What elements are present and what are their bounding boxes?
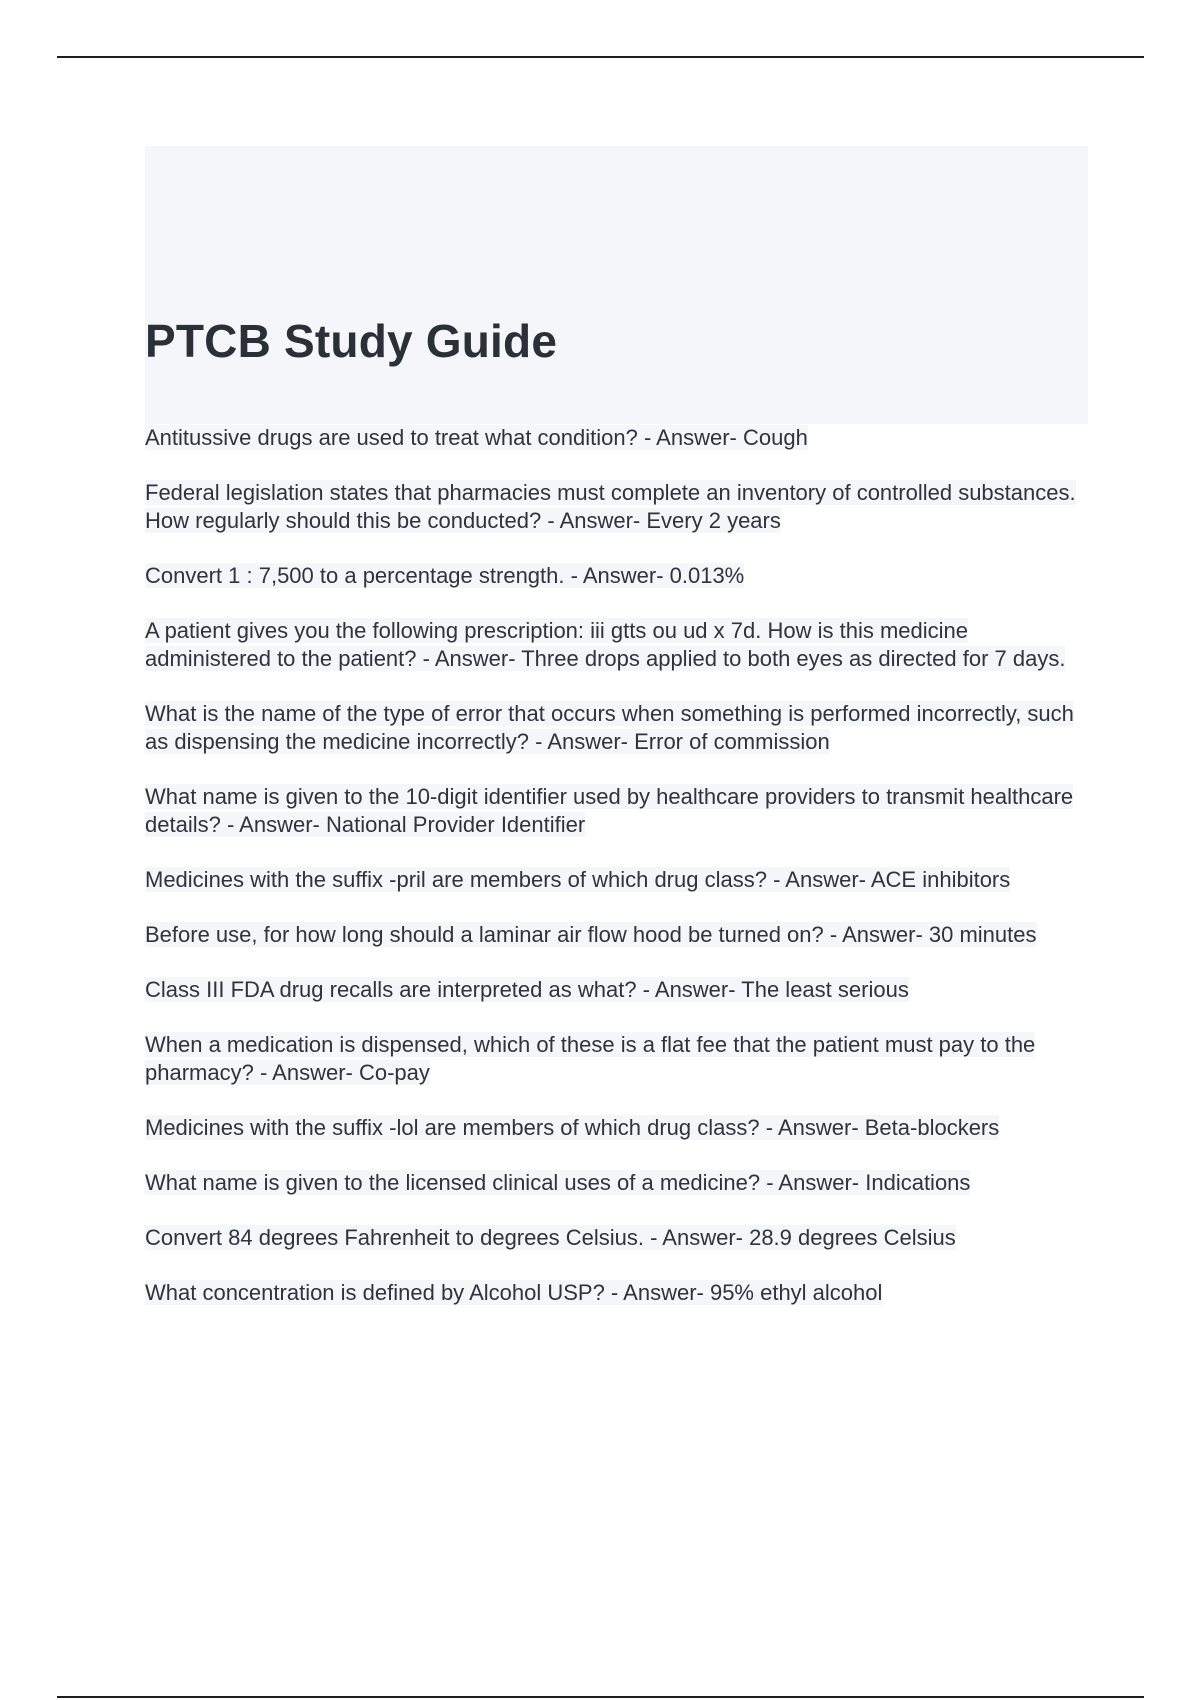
qa-item (145, 783, 1090, 839)
qa-text: What name is given to the 10-digit identifier used by healthcare providers to transmit healthcare details? - Answer- National Provider Identifier (145, 784, 1074, 837)
qa-text: Convert 1 : 7,500 to a percentage strength. - Answer- 0.013% (145, 563, 745, 588)
qa-text: What is the name of the type of error that occurs when something is performed incorrectly, such as dispensing the medicine incorrectly? - Answer- Error of commission (145, 701, 1074, 754)
qa-text: Medicines with the suffix -lol are members of which drug class? - Answer- Beta-blockers (145, 1115, 1000, 1140)
qa-text: Class III FDA drug recalls are interpreted as what? - Answer- The least serious (145, 977, 909, 1002)
qa-list (145, 424, 1090, 1334)
qa-item (145, 1224, 1090, 1252)
qa-text: What name is given to the licensed clinical uses of a medicine? - Answer- Indications (145, 1170, 971, 1195)
qa-item (145, 866, 1090, 894)
top-rule (57, 56, 1144, 58)
qa-item (145, 700, 1090, 756)
qa-text: A patient gives you the following prescription: iii gtts ou ud x 7d. How is this medicine administered to the patient? - Answer- Three drops applied to both eyes as directed for 7 days. (145, 618, 1066, 671)
page-title: PTCB Study Guide (145, 315, 558, 367)
qa-item (145, 562, 1090, 590)
qa-item (145, 921, 1090, 949)
qa-text: What concentration is defined by Alcohol USP? - Answer- 95% ethyl alcohol (145, 1280, 883, 1305)
qa-item (145, 1279, 1090, 1307)
qa-item (145, 1031, 1090, 1087)
qa-text: Medicines with the suffix -pril are members of which drug class? - Answer- ACE inhibitors (145, 867, 1011, 892)
qa-item (145, 424, 1090, 452)
title-banner (145, 146, 1088, 424)
qa-text: Before use, for how long should a laminar air flow hood be turned on? - Answer- 30 minutes (145, 922, 1037, 947)
qa-text: Antitussive drugs are used to treat what condition? - Answer- Cough (145, 425, 808, 450)
bottom-rule (57, 1696, 1144, 1698)
qa-text: Federal legislation states that pharmacies must complete an inventory of controlled substances. How regularly should this be conducted? - Answer- Every 2 years (145, 480, 1076, 533)
qa-text: Convert 84 degrees Fahrenheit to degrees Celsius. - Answer- 28.9 degrees Celsius (145, 1225, 956, 1250)
qa-item (145, 479, 1090, 535)
qa-item (145, 1114, 1090, 1142)
qa-item (145, 1169, 1090, 1197)
qa-item (145, 617, 1090, 673)
qa-text: When a medication is dispensed, which of these is a flat fee that the patient must pay to the pharmacy? - Answer- Co-pay (145, 1032, 1036, 1085)
qa-item (145, 976, 1090, 1004)
